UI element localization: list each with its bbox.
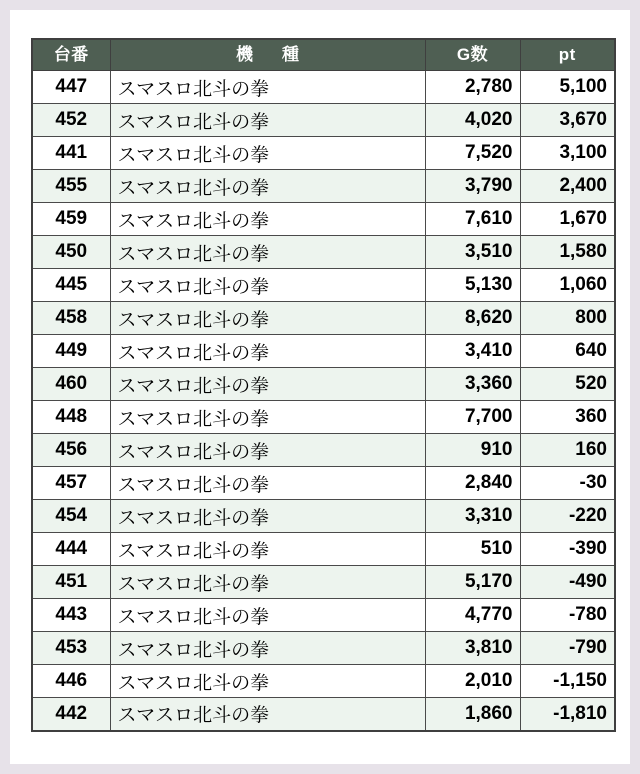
table-row (32, 137, 615, 170)
cell-machine-no: 456 (32, 434, 110, 467)
table-row (32, 236, 615, 269)
cell-games: 1,860 (425, 698, 520, 731)
column-header-model: 機 種 (110, 39, 425, 71)
table-row (32, 665, 615, 698)
cell-model: スマスロ北斗の拳 (110, 137, 425, 170)
table-row (32, 434, 615, 467)
cell-points: 1,060 (520, 269, 615, 302)
cell-machine-no: 460 (32, 368, 110, 401)
table-row (32, 269, 615, 302)
table-row (32, 71, 615, 104)
cell-model: スマスロ北斗の拳 (110, 434, 425, 467)
cell-games: 5,130 (425, 269, 520, 302)
table-row (32, 500, 615, 533)
cell-machine-no: 448 (32, 401, 110, 434)
cell-machine-no: 453 (32, 632, 110, 665)
cell-points: -790 (520, 632, 615, 665)
table-row (32, 401, 615, 434)
cell-machine-no: 449 (32, 335, 110, 368)
cell-games: 2,840 (425, 467, 520, 500)
column-header-games: G数 (425, 39, 520, 71)
cell-points: -780 (520, 599, 615, 632)
cell-points: 800 (520, 302, 615, 335)
cell-model: スマスロ北斗の拳 (110, 368, 425, 401)
cell-machine-no: 459 (32, 203, 110, 236)
table-header (32, 39, 615, 71)
cell-model: スマスロ北斗の拳 (110, 269, 425, 302)
cell-model: スマスロ北斗の拳 (110, 203, 425, 236)
cell-games: 3,310 (425, 500, 520, 533)
column-header-points: pt (520, 39, 615, 71)
machine-results-table (31, 38, 616, 732)
cell-model: スマスロ北斗の拳 (110, 599, 425, 632)
table-row (32, 368, 615, 401)
cell-machine-no: 450 (32, 236, 110, 269)
cell-games: 7,520 (425, 137, 520, 170)
cell-points: -30 (520, 467, 615, 500)
cell-machine-no: 445 (32, 269, 110, 302)
cell-points: 2,400 (520, 170, 615, 203)
cell-machine-no: 446 (32, 665, 110, 698)
cell-machine-no: 455 (32, 170, 110, 203)
cell-model: スマスロ北斗の拳 (110, 401, 425, 434)
cell-machine-no: 452 (32, 104, 110, 137)
cell-games: 910 (425, 434, 520, 467)
cell-games: 4,770 (425, 599, 520, 632)
cell-machine-no: 457 (32, 467, 110, 500)
cell-games: 2,780 (425, 71, 520, 104)
cell-model: スマスロ北斗の拳 (110, 698, 425, 731)
cell-model: スマスロ北斗の拳 (110, 632, 425, 665)
cell-model: スマスロ北斗の拳 (110, 566, 425, 599)
cell-machine-no: 444 (32, 533, 110, 566)
cell-machine-no: 441 (32, 137, 110, 170)
cell-points: 5,100 (520, 71, 615, 104)
table-header-row (32, 39, 615, 71)
cell-games: 3,410 (425, 335, 520, 368)
cell-games: 3,510 (425, 236, 520, 269)
cell-points: 360 (520, 401, 615, 434)
cell-machine-no: 458 (32, 302, 110, 335)
cell-machine-no: 454 (32, 500, 110, 533)
cell-games: 2,010 (425, 665, 520, 698)
cell-points: -1,150 (520, 665, 615, 698)
cell-model: スマスロ北斗の拳 (110, 335, 425, 368)
cell-model: スマスロ北斗の拳 (110, 236, 425, 269)
cell-games: 8,620 (425, 302, 520, 335)
cell-model: スマスロ北斗の拳 (110, 302, 425, 335)
table-row (32, 335, 615, 368)
table-body (32, 71, 615, 731)
cell-model: スマスロ北斗の拳 (110, 104, 425, 137)
column-header-machine-no: 台番 (32, 39, 110, 71)
cell-points: 3,670 (520, 104, 615, 137)
cell-points: -220 (520, 500, 615, 533)
cell-machine-no: 443 (32, 599, 110, 632)
cell-model: スマスロ北斗の拳 (110, 533, 425, 566)
results-table-wrapper (31, 38, 629, 732)
table-row (32, 566, 615, 599)
cell-model: スマスロ北斗の拳 (110, 467, 425, 500)
cell-model: スマスロ北斗の拳 (110, 500, 425, 533)
table-row (32, 104, 615, 137)
cell-games: 4,020 (425, 104, 520, 137)
cell-points: 3,100 (520, 137, 615, 170)
cell-model: スマスロ北斗の拳 (110, 665, 425, 698)
cell-machine-no: 447 (32, 71, 110, 104)
cell-games: 5,170 (425, 566, 520, 599)
table-row (32, 698, 615, 731)
cell-games: 510 (425, 533, 520, 566)
table-row (32, 302, 615, 335)
cell-points: 640 (520, 335, 615, 368)
table-row (32, 533, 615, 566)
cell-games: 7,610 (425, 203, 520, 236)
cell-games: 3,790 (425, 170, 520, 203)
table-row (32, 203, 615, 236)
cell-model: スマスロ北斗の拳 (110, 71, 425, 104)
cell-games: 3,360 (425, 368, 520, 401)
cell-machine-no: 442 (32, 698, 110, 731)
table-row (32, 170, 615, 203)
cell-points: -1,810 (520, 698, 615, 731)
cell-model: スマスロ北斗の拳 (110, 170, 425, 203)
cell-machine-no: 451 (32, 566, 110, 599)
table-row (32, 599, 615, 632)
cell-games: 3,810 (425, 632, 520, 665)
table-row (32, 632, 615, 665)
cell-points: 520 (520, 368, 615, 401)
cell-points: -390 (520, 533, 615, 566)
cell-points: 1,580 (520, 236, 615, 269)
cell-points: 160 (520, 434, 615, 467)
cell-games: 7,700 (425, 401, 520, 434)
cell-points: 1,670 (520, 203, 615, 236)
table-row (32, 467, 615, 500)
cell-points: -490 (520, 566, 615, 599)
